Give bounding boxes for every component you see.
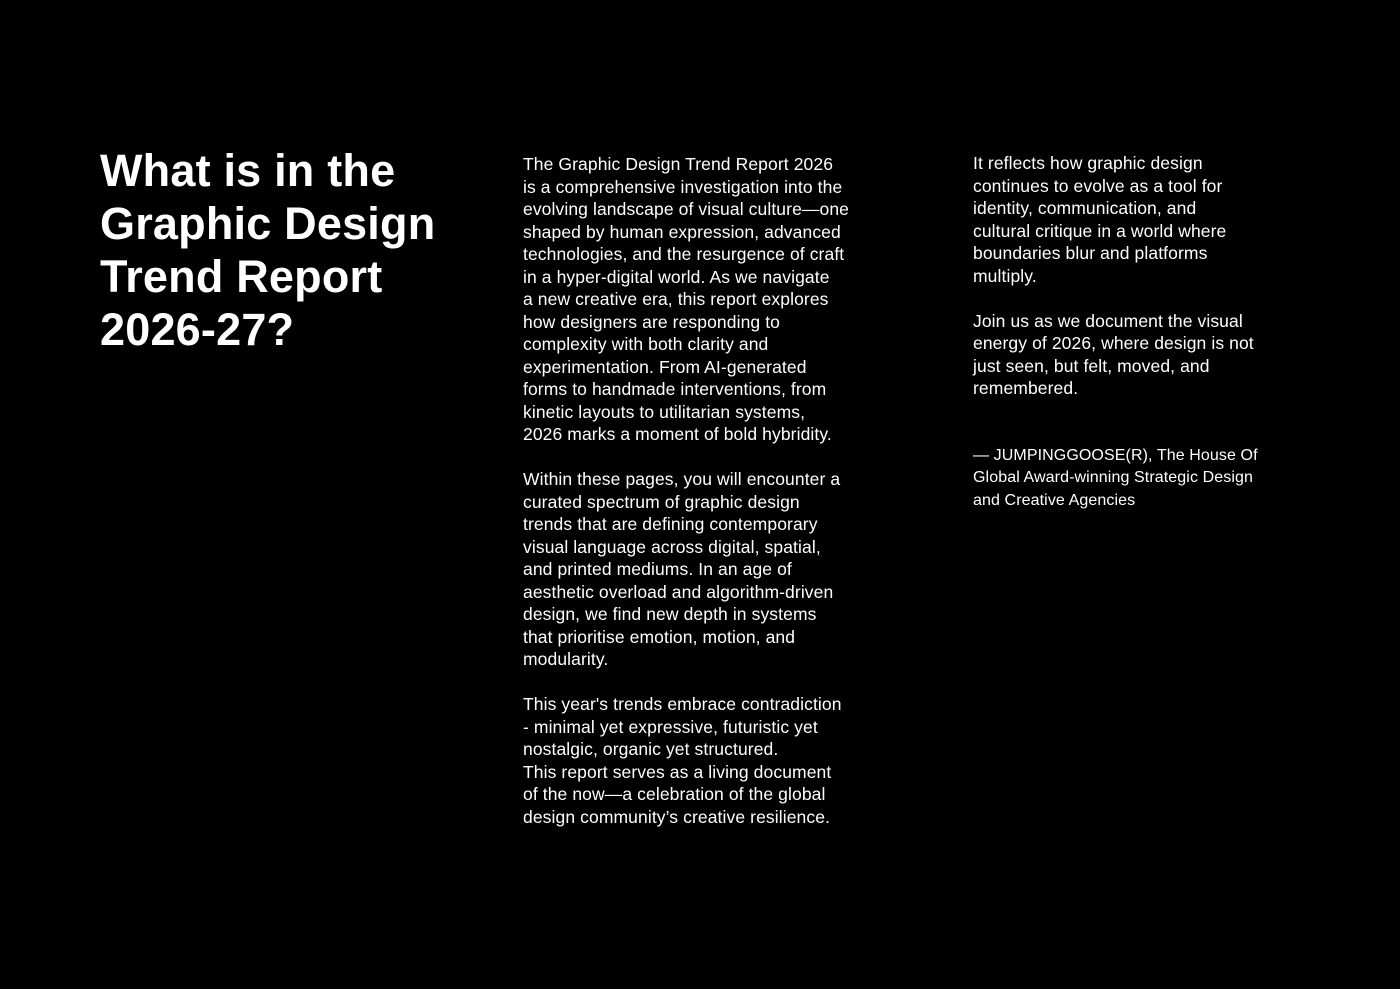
text-line: curated spectrum of graphic design	[523, 491, 800, 512]
text-line: 2026 marks a moment of bold hybridity.	[523, 424, 832, 444]
text-line: forms to handmade interventions, from	[523, 379, 827, 399]
text-line: identity, communication, and	[973, 198, 1197, 218]
text-line: design, we find new depth in systems	[523, 604, 817, 624]
text-line: technologies, and the resurgence of craft	[523, 244, 845, 264]
text-line: how designers are responding to	[523, 311, 781, 332]
title-line: Trend Report	[100, 251, 383, 302]
text-line: multiply.	[973, 265, 1037, 286]
text-line: kinetic layouts to utilitarian systems,	[523, 401, 806, 422]
text-line: Within these pages, you will encounter a	[523, 469, 841, 489]
intro-column	[523, 153, 923, 851]
text-line: - minimal yet expressive, futuristic yet	[523, 716, 818, 737]
text-line: just seen, but felt, moved, and	[973, 355, 1210, 376]
text-line: Join us as we document the visual	[973, 310, 1243, 331]
signature-line: Global Award-winning Strategic Design	[973, 469, 1253, 486]
text-line: complexity with both clarity and	[523, 334, 769, 354]
text-line: is a comprehensive investigation into the	[523, 176, 843, 197]
text-line: This year's trends embrace contradiction	[523, 694, 842, 714]
join-paragraph	[973, 310, 1333, 400]
text-line: nostalgic, organic yet structured.	[523, 739, 779, 759]
text-line: remembered.	[973, 378, 1079, 398]
title-line: Graphic Design	[100, 198, 436, 249]
text-line: visual language across digital, spatial,	[523, 536, 821, 557]
text-line: experimentation. From AI-generated	[523, 356, 807, 377]
contradiction-paragraph	[523, 693, 923, 828]
text-line: of the now—a celebration of the global	[523, 784, 826, 804]
title-line: 2026-27?	[100, 304, 295, 355]
text-line: It reflects how graphic design	[973, 153, 1203, 173]
trends-paragraph	[523, 468, 923, 671]
page-title	[100, 144, 500, 356]
reflects-paragraph	[973, 152, 1333, 287]
text-line: shaped by human expression, advanced	[523, 221, 841, 242]
text-line: cultural critique in a world where	[973, 220, 1227, 241]
text-line: aesthetic overload and algorithm-driven	[523, 581, 834, 602]
text-line: and printed mediums. In an age of	[523, 559, 792, 579]
text-line: continues to evolve as a tool for	[973, 175, 1223, 196]
text-line: that prioritise emotion, motion, and	[523, 626, 796, 647]
intro-paragraph	[523, 153, 923, 446]
signature-line: — JUMPINGGOOSE(R), The House Of	[973, 446, 1258, 464]
text-line: modularity.	[523, 649, 609, 669]
signature	[973, 445, 1333, 513]
text-line: a new creative era, this report explores	[523, 289, 829, 309]
text-line: trends that are defining contemporary	[523, 514, 818, 534]
text-line: This report serves as a living document	[523, 761, 832, 782]
text-line: boundaries blur and platforms	[973, 243, 1208, 263]
text-line: energy of 2026, where design is not	[973, 333, 1254, 353]
text-line: design community’s creative resilience.	[523, 806, 831, 827]
signature-line: and Creative Agencies	[973, 491, 1136, 509]
text-line: The Graphic Design Trend Report 2026	[523, 154, 834, 174]
closing-column	[973, 152, 1333, 512]
text-line: in a hyper-digital world. As we navigate	[523, 266, 830, 287]
title-line: What is in the	[100, 145, 396, 196]
text-line: evolving landscape of visual culture—one	[523, 199, 849, 219]
